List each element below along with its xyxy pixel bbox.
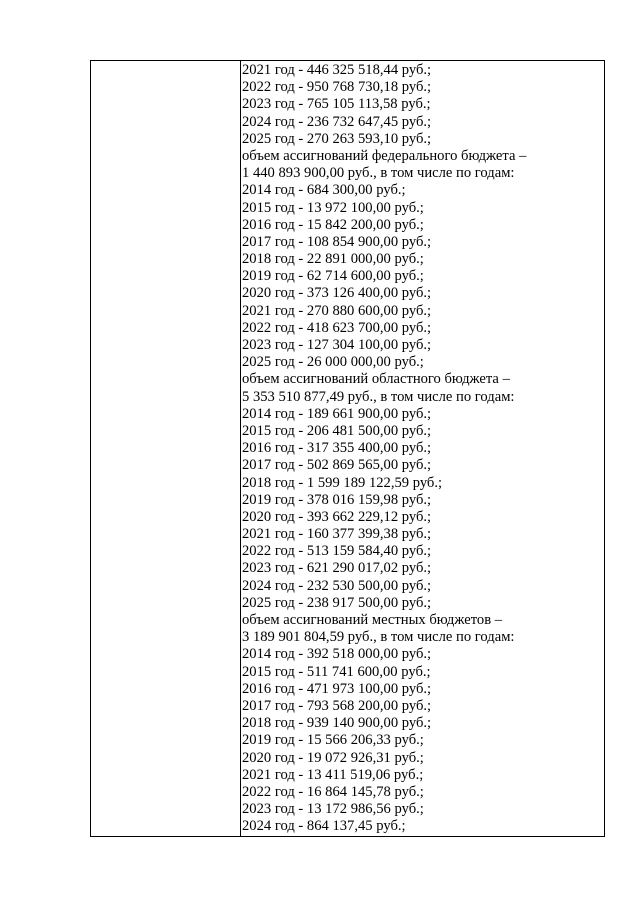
text-line: объем ассигнований федерального бюджета – — [242, 147, 527, 164]
document-table — [90, 60, 605, 837]
text-line: 2017 год - 108 854 900,00 руб.; — [242, 233, 432, 250]
text-line: 2015 год - 206 481 500,00 руб.; — [242, 422, 432, 439]
text-line: 2016 год - 317 355 400,00 руб.; — [242, 440, 432, 457]
text-line: 2018 год - 939 140 900,00 руб.; — [242, 715, 432, 732]
text-line: 2022 год - 16 864 145,78 руб.; — [242, 783, 424, 800]
text-line: 2020 год - 19 072 926,31 руб.; — [242, 749, 424, 766]
text-line: 1 440 893 900,00 руб., в том числе по годам: — [242, 165, 515, 182]
text-line: 2021 год - 270 880 600,00 руб.; — [242, 302, 432, 319]
text-line: 2017 год - 793 568 200,00 руб.; — [242, 697, 432, 714]
text-line: 2021 год - 13 411 519,06 руб.; — [242, 766, 424, 783]
text-line: 2020 год - 393 662 229,12 руб.; — [242, 508, 432, 525]
text-line: 2016 год - 471 973 100,00 руб.; — [242, 680, 432, 697]
text-line: 2020 год - 373 126 400,00 руб.; — [242, 285, 432, 302]
text-line: 2024 год - 864 137,45 руб.; — [242, 818, 406, 835]
text-line: 2016 год - 15 842 200,00 руб.; — [242, 216, 424, 233]
text-line: 2025 год - 26 000 000,00 руб.; — [242, 354, 424, 371]
text-line: 2023 год - 13 172 986,56 руб.; — [242, 801, 424, 818]
text-line: 2019 год - 378 016 159,98 руб.; — [242, 491, 432, 508]
text-line: 2022 год - 950 768 730,18 руб.; — [242, 79, 432, 96]
text-line: 2024 год - 232 530 500,00 руб.; — [242, 577, 432, 594]
text-line: 2021 год - 446 325 518,44 руб.; — [242, 62, 432, 78]
text-line: 2015 год - 511 741 600,00 руб.; — [242, 663, 431, 680]
table-right-cell — [242, 62, 600, 836]
text-line: 2025 год - 270 263 593,10 руб.; — [242, 130, 432, 147]
text-line: 2015 год - 13 972 100,00 руб.; — [242, 199, 424, 216]
text-line: 2023 год - 127 304 100,00 руб.; — [242, 337, 432, 353]
text-line: 2014 год - 189 661 900,00 руб.; — [242, 405, 432, 422]
text-line: 2024 год - 236 732 647,45 руб.; — [242, 113, 432, 130]
text-line: 2018 год - 22 891 000,00 руб.; — [242, 251, 424, 268]
text-line: 2018 год - 1 599 189 122,59 руб.; — [242, 474, 443, 491]
text-line: 5 353 510 877,49 руб., в том числе по годам: — [242, 388, 515, 405]
text-line: 2022 год - 418 623 700,00 руб.; — [242, 319, 432, 336]
text-line: 2014 год - 392 518 000,00 руб.; — [242, 646, 432, 663]
text-line: 2014 год - 684 300,00 руб.; — [242, 182, 406, 199]
table-left-cell — [91, 61, 240, 836]
text-line: 2019 год - 15 566 206,33 руб.; — [242, 732, 424, 749]
text-line: 2019 год - 62 714 600,00 руб.; — [242, 268, 424, 285]
text-line: объем ассигнований областного бюджета – — [242, 371, 510, 388]
text-line: 3 189 901 804,59 руб., в том числе по годам: — [242, 629, 515, 646]
text-line: 2023 год - 621 290 017,02 руб.; — [242, 560, 432, 577]
text-line: 2025 год - 238 917 500,00 руб.; — [242, 594, 432, 611]
text-line: 2022 год - 513 159 584,40 руб.; — [242, 543, 432, 560]
column-divider — [240, 61, 241, 836]
text-line: 2023 год - 765 105 113,58 руб.; — [242, 96, 431, 113]
text-line: объем ассигнований местных бюджетов – — [242, 612, 503, 628]
text-line: 2017 год - 502 869 565,00 руб.; — [242, 457, 432, 474]
text-line: 2021 год - 160 377 399,38 руб.; — [242, 526, 432, 543]
